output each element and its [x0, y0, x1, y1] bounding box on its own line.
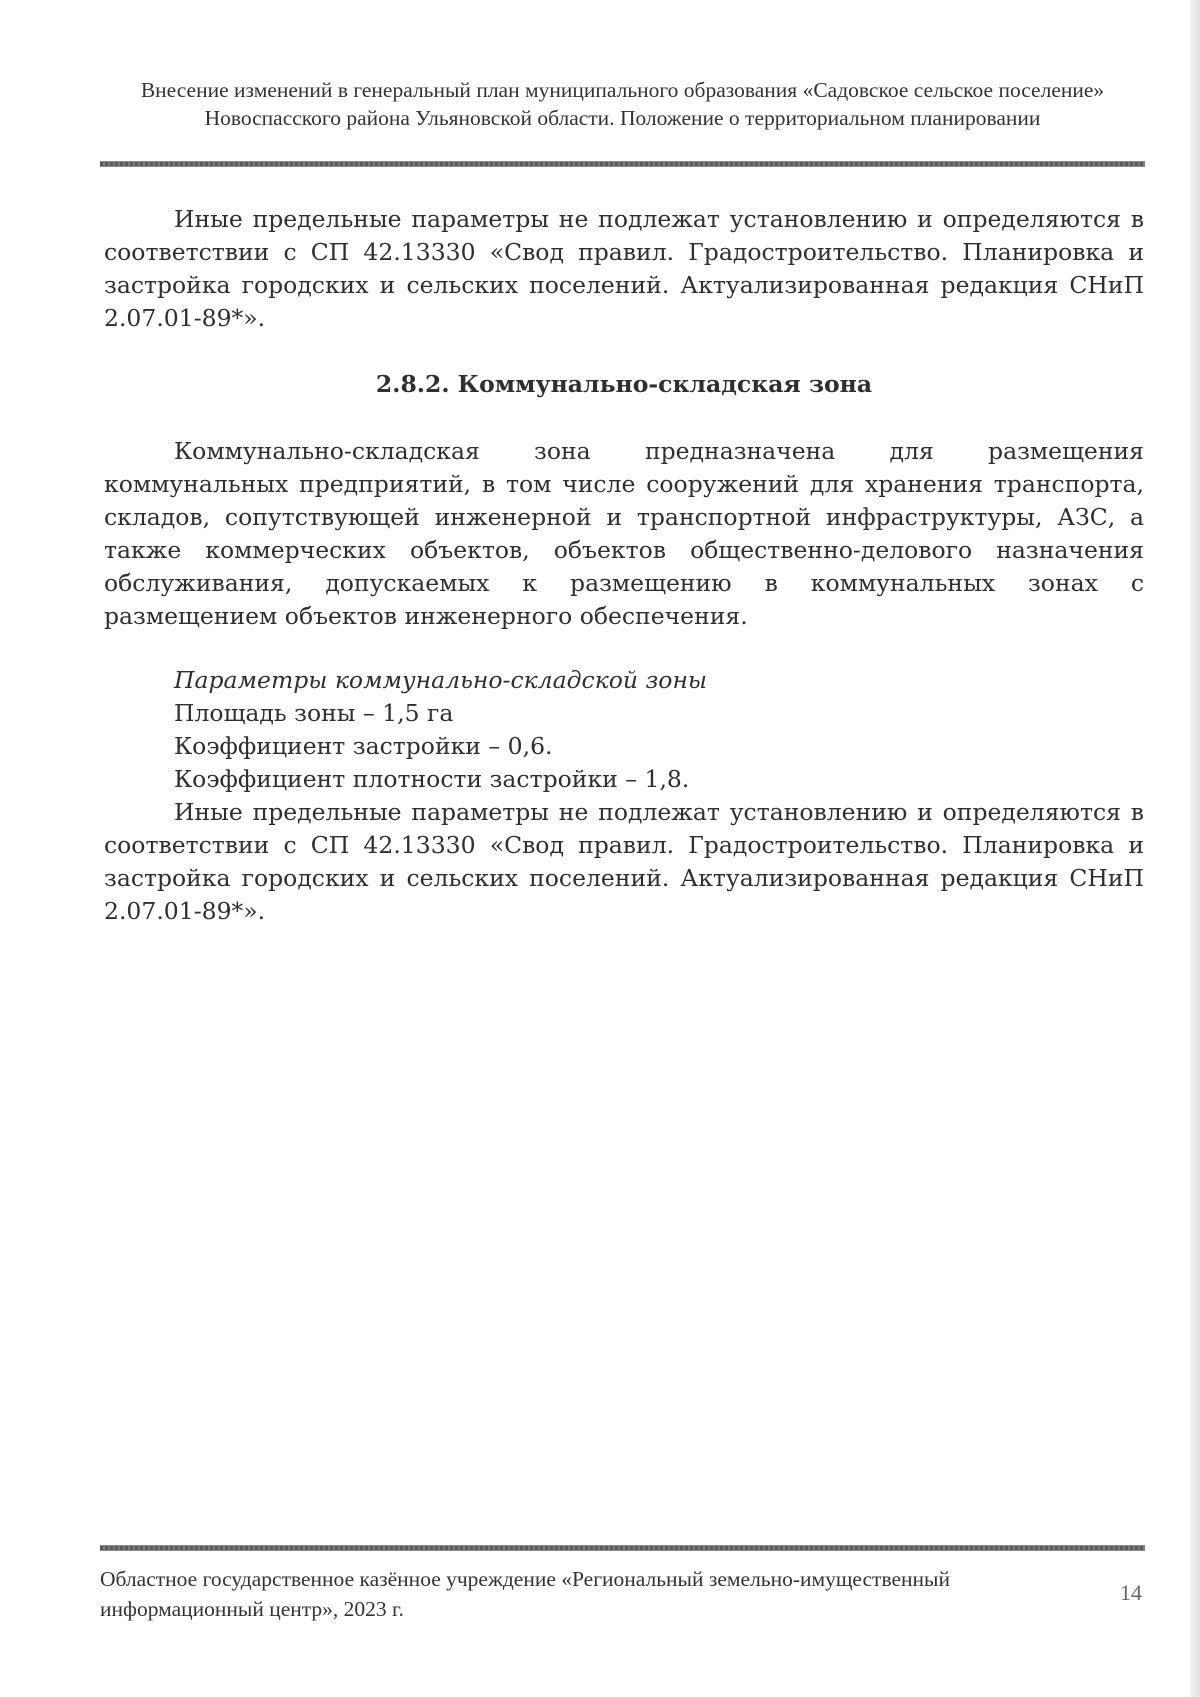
section-description-block: [104, 435, 1144, 633]
footer-rule: [100, 1545, 1145, 1551]
running-footer: Областное государственное казённое учреждение «Региональный земельно-имущественный информационный центр», 2023 г.: [100, 1567, 950, 1621]
section-title: 2.8.2. Коммунально-складская зона: [375, 370, 873, 398]
page-edge-shadow: [1190, 0, 1200, 1697]
intro-block: [104, 203, 1144, 335]
page-number: 14: [1120, 1580, 1142, 1605]
parameter-item: Коэффициент плотности застройки – 1,8.: [174, 765, 690, 793]
parameters-caption: Параметры коммунально-складской зоны: [174, 666, 708, 694]
parameters-block: [104, 664, 1144, 928]
section-description: Коммунально-складская зона предназначена для размещения коммунальных предприятий, в том числе сооружений для хранения транспорта, складов, сопутствующей инженерной и транспортной инфраструктуры, АЗС, а также коммерческих объектов, объектов общественно-делового назначения обслуживания, допускаемых к размещению в коммунальных зонах с размещением объектов инженерного обеспечения.: [104, 437, 1144, 630]
parameters-closing-paragraph: Иные предельные параметры не подлежат установлению и определяются в соответствии с СП 42.13330 «Свод правил. Градостроительство. Планировка и застройка городских и сельских поселений. Актуализированная редакция СНиП 2.07.01-89*».: [104, 798, 1144, 925]
intro-paragraph: Иные предельные параметры не подлежат установлению и определяются в соответствии с СП 42.13330 «Свод правил. Градостроительство. Планировка и застройка городских и сельских поселений. Актуализированная редакция СНиП 2.07.01-89*».: [104, 205, 1144, 332]
parameter-item: Коэффициент застройки – 0,6.: [174, 732, 553, 760]
running-header: Внесение изменений в генеральный план муниципального образования «Садовское сельское поселение» Новоспасского района Ульяновской области. Положение о территориальном планировании: [140, 78, 1105, 130]
header-rule: [100, 161, 1145, 167]
parameter-item: Площадь зоны – 1,5 га: [174, 699, 454, 727]
